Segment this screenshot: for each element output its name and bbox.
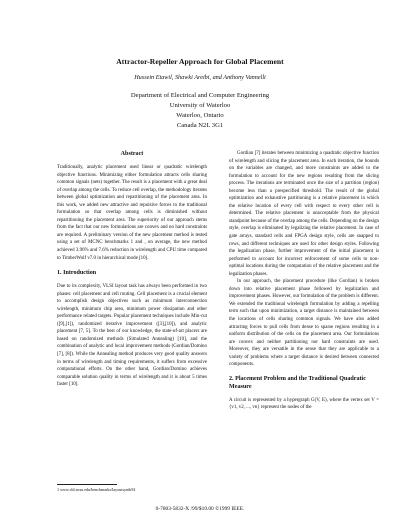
- left-column: [57, 150, 207, 389]
- affiliation-block: [0, 91, 400, 131]
- copyright-line: 0-7803-5832-X /99/$10.00 ©1999 IEEE.: [155, 506, 245, 512]
- affiliation-department: Department of Electrical and Computer Engineering: [130, 92, 270, 99]
- footnote: 1 www.cbl.ncsu.edu/benchmarks/layoutsynth92: [57, 487, 136, 492]
- affiliation-university: University of Waterloo: [169, 102, 231, 109]
- affiliation-country: Canada N2L 3G1: [176, 122, 224, 129]
- section2-text: A circuit is represented by a hypergraph G(V, E), where the vertex set V = {v1, v2, ..., vn} represent the nodes of the: [229, 397, 379, 411]
- abstract-heading: Abstract: [120, 151, 144, 157]
- affiliation-city: Waterloo, Ontario: [176, 112, 224, 119]
- intro-heading: 1. Introduction: [57, 270, 97, 277]
- section2-heading: 2. Placement Problem and the Traditional Quadratic Measure: [229, 375, 366, 390]
- right-paragraph-1: Gordian [7] iterates between minimizing a quadratic objective function of wirelength and slicing the placement area. In each iteration, the bounds on the variables are changed, and more constraints are added to the formulation to account for the new regions resulting from the slicing process. The iterations are terminated once the size of a partition (region) become less than a prespecified threshold. The result of the global optimization and exhaustive partitioning is a relative placement in which the relative location of every cell with respect to every other cell is determined. The relative placement is unacceptable from the physical standpoint because of the overlap among the cells. Depending on the design style, overlap is eliminated by legalizing the relative placement. In case of gate arrays, standard cells and FPGA design style, cells are snapped to rows, and different techniques are used for other design styles. Following the legalization phase, further improvement of the initial placement is performed to account for incorrect enforcement of some cells to non-optimal locations during the computation of the relative placement and the legalization phases.: [229, 151, 380, 277]
- right-paragraph-2: In our approach, the placement procedure (like Gordian) is broken down into relative placement phase followed by legalization and improvement phases. However, our formulation of the problem is different. We extended the traditional wirelength formulation by adding a repelling term such that upon minimization, a target distance is maintained between the locations of cells sharing common signals. We have also added attracting forces to pull cells from dense to sparse regions resulting in a uniform distribution of the cells on the placement area. Our formulations are convex and neither partitioning nor hard constraints are used. Moreover, they are versatile in the sense that they are applicable to a variety of problems where a target distance is desired between connected components.: [229, 279, 379, 368]
- right-column: [229, 150, 379, 412]
- abstract-text: Traditionally, analytic placement used linear or quadratic wirelength objective functions. Minimizing either formulation attracts cells sharing common signals (nets) together. The result is a placement with a great deal of overlap among the cells. To reduce cell overlap, the methodology iterates between global optimization and repartitioning of the placement area. In this work, we added new attractive and repulsive forces to the traditional formulation so that overlap among cells is diminished without repartitioning the placement area. The superiority of our approach stems from the fact that our new formulations are convex and no hard constraints are required. A preliminary version of the new placement method is tested using a set of MCNC benchmarks 1 and , on average, the new method achieved 3.96% and 7.6% reduction in wirelength and CPU time compared to TimberWolf v7.0 in hierarchical mode [10].: [57, 165, 207, 261]
- paper-title: Attractor-Repeller Approach for Global Placement: [116, 57, 284, 66]
- intro-text: Due to its complexity, VLSI layout task has always been performed in two phases: cell placement and cell routing. Cell placement is a crucial element to accomplish design objectives such as minimum interconnection wirelength, minimum chip area, minimum power dissipation and other performance related targets. Popular placement techniques include Min-cut ([9],[1]), randomized iterative improvement ([3],[10]), and analytic placement [7, 5]. To the best of our knowledge, the state-of-art placers are based on randomized methods (Simulated Annealing) [10], and the combination of analytic and local improvement methods (Gordian/Domino [7], [8]). While the Annealing method produces very good quality answers in terms of wirelength and timing requirements, it suffers from excessive computational efforts. On the other hand, Gordian/Domino achieves comparable solution quality in terms of wirelength and it is about 5 times faster [10].: [57, 284, 207, 388]
- footnote-rule: [57, 484, 117, 485]
- paper-authors: Hussein Etawil, Shawki Areibi, and Anthony Vannelli: [134, 74, 266, 81]
